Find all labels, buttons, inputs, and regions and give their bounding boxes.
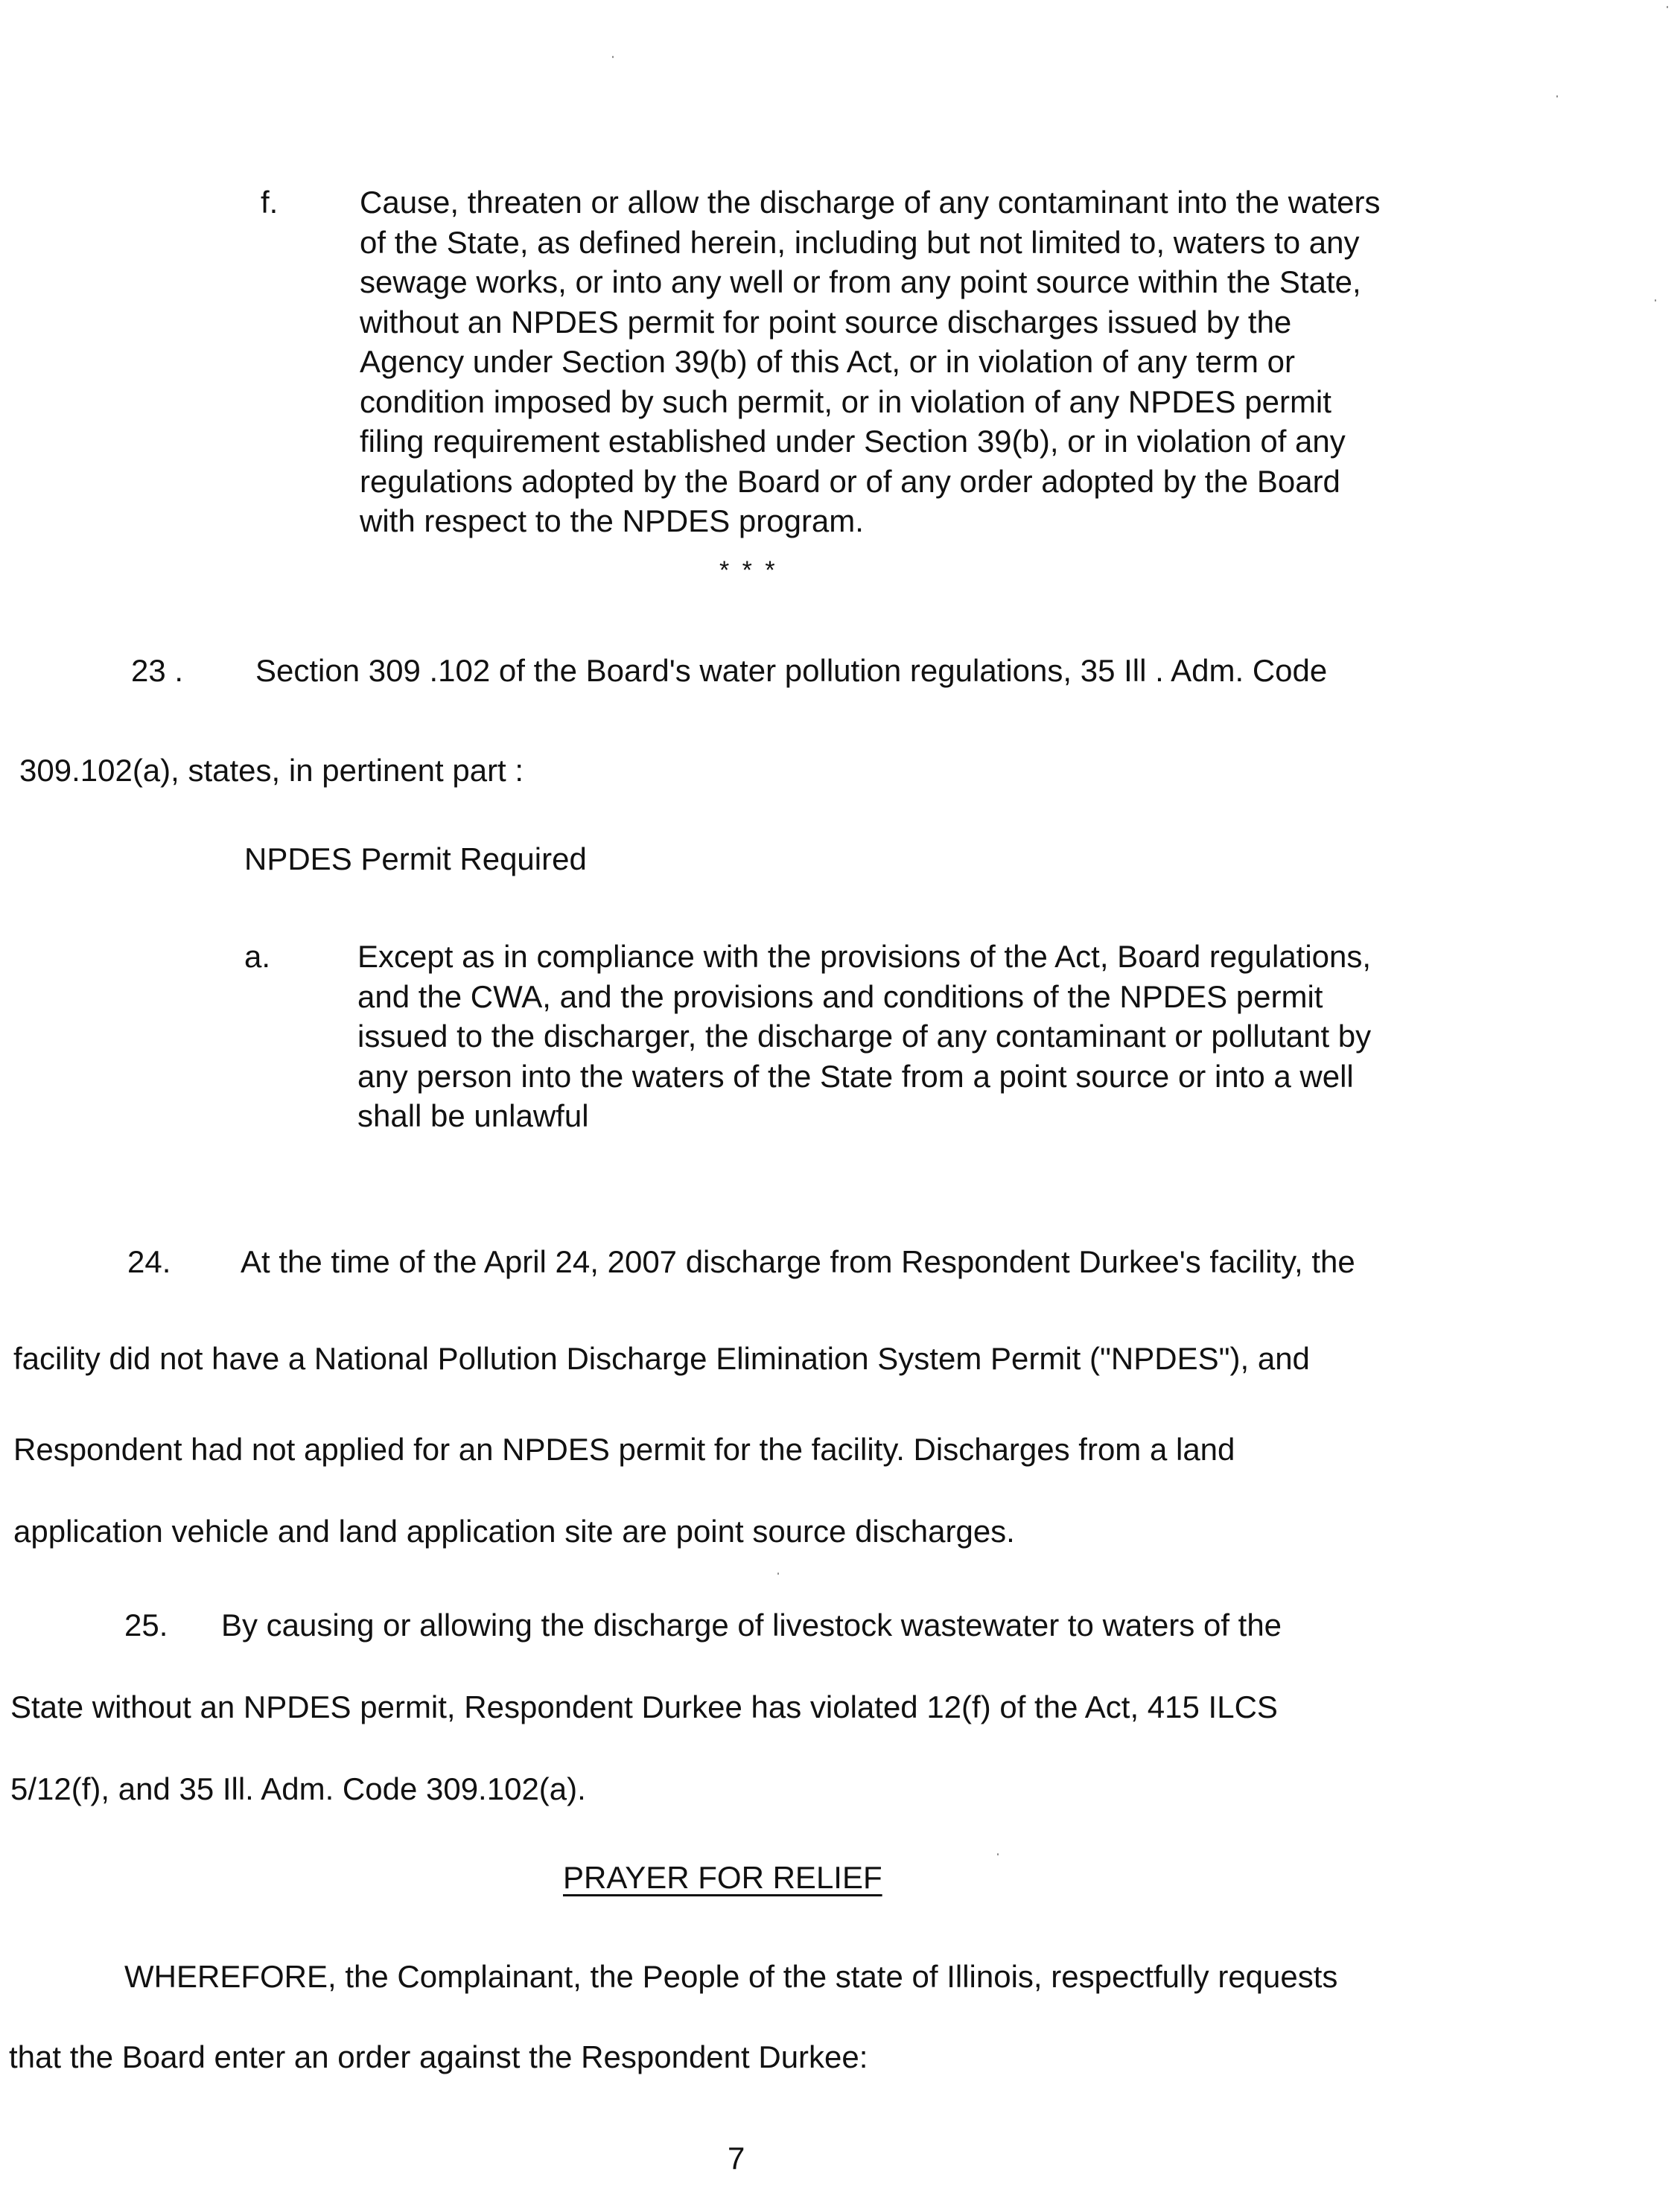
paragraph-23-number: 23 . [131,653,184,688]
paragraph-25-line-3: 5/12(f), and 35 Ill. Adm. Code 309.102(a). [10,1771,586,1806]
paragraph-24-line-1: At the time of the April 24, 2007 discharge from Respondent Durkee's facility, the [241,1244,1355,1279]
paragraph-23-line-1: Section 309 .102 of the Board's water pollution regulations, 35 Ill . Adm. Code [255,653,1328,688]
scan-speck [1556,95,1558,98]
prayer-line-2: that the Board enter an order against the Respondent Durkee: [9,2039,868,2074]
paragraph-25-number: 25. [124,1608,168,1643]
paragraph-24-line-3: Respondent had not applied for an NPDES permit for the facility. Discharges from a land [13,1432,1235,1467]
page-number: 7 [728,2141,745,2176]
npdes-quote-text: Except as in compliance with the provisions of the Act, Board regulations, and the CWA, and the provisions and conditions of the NPDES permit issued to the discharger, the discharge of any contaminant or pollutant by any person into the waters of the State from a point source or into a well shall be unlawful [357,939,1372,1133]
paragraph-24-line-4: application vehicle and land application site are point source discharges. [13,1514,1015,1549]
npdes-quote-title: NPDES Permit Required [244,841,587,876]
prayer-line-1: WHEREFORE, the Complainant, the People of the state of Illinois, respectfully requests [124,1959,1338,1994]
paragraph-25-line-2: State without an NPDES permit, Respondent Durkee has violated 12(f) of the Act, 415 ILCS [10,1689,1278,1724]
section-break-asterisks: * * * [719,556,778,584]
scan-speck [997,1853,999,1855]
paragraph-23-line-2: 309.102(a), states, in pertinent part : [19,753,524,788]
scan-speck [1655,299,1656,302]
quote-f-text: Cause, threaten or allow the discharge of any contaminant into the waters of the State, as defined herein, including but not limited to, waters to any sewage works, or into any well or from any point source within the State, without an NPDES permit for point source discharges issued by the Agency under Section 39(b) of this Act, or in violation of any term or condition imposed by such permit, or in violation of any NPDES permit filing requirement established under Section 39(b), or in violation of any regulations adopted by the Board or of any order adopted by the Board with respect to the NPDES program. [360,185,1381,538]
paragraph-24-line-2: facility did not have a National Pollution Discharge Elimination System Permit ("NPDES"), and [13,1341,1310,1376]
scan-speck [612,56,614,58]
paragraph-25-line-1: By causing or allowing the discharge of livestock wastewater to waters of the [221,1608,1282,1643]
npdes-quote-label: a. [244,939,271,974]
scan-speck [1667,6,1668,8]
paragraph-24-number: 24. [127,1244,171,1279]
quote-f-label: f. [261,185,279,220]
scan-speck [777,1573,779,1575]
prayer-heading: PRAYER FOR RELIEF [563,1860,882,1895]
